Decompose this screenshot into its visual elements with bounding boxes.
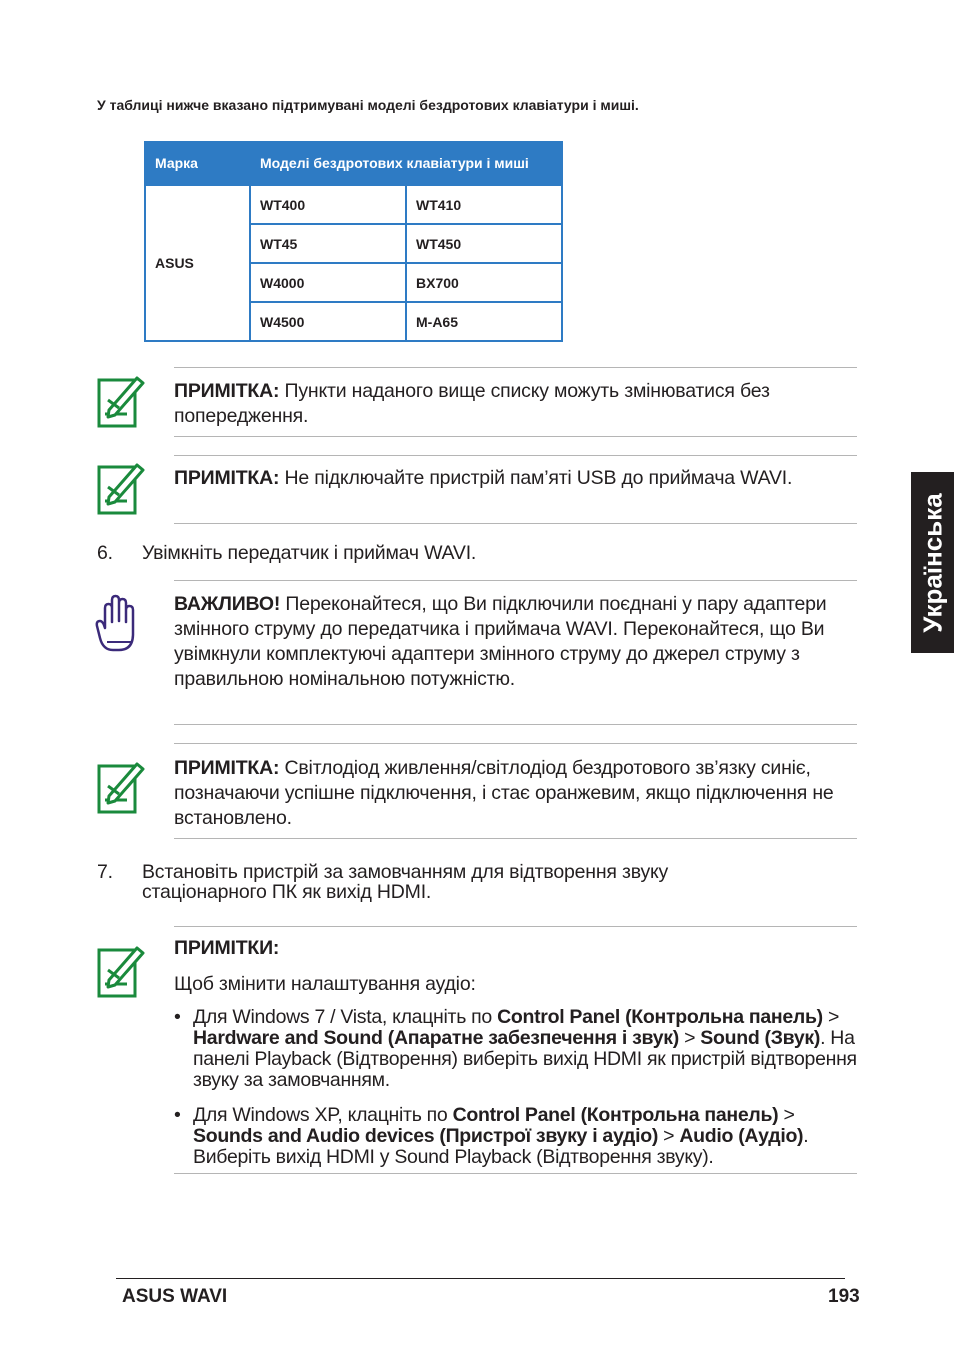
note-text: Не підключайте пристрій пам’яті USB до приймача WAVI. (279, 467, 793, 489)
note-label: ПРИМІТКА: (174, 467, 280, 489)
intro-text: У таблиці нижче вказано підтримувані моделі бездротових клавіатури і миші. (97, 97, 639, 113)
header-models: Моделі бездротових клавіатури і миші (250, 142, 562, 185)
divider (174, 743, 857, 744)
divider (174, 926, 857, 927)
important-text: Переконайтеся, що Ви підключили поєднані у пару адаптери змінного струму до передатчика і приймача WAVI. Переконайтеся, що Ви увімкнули комплектуючі адаптери змінного струму до джерел струму з правильною номінальною потужністю. (174, 593, 827, 690)
divider (174, 1173, 857, 1174)
model-cell: WT410 (406, 185, 562, 224)
bullet-dot-icon: • (174, 1006, 181, 1028)
language-side-tab (911, 472, 954, 653)
divider (174, 724, 857, 725)
note-label: ПРИМІТКА: (174, 380, 280, 402)
model-cell: M-A65 (406, 302, 562, 341)
model-cell: WT450 (406, 224, 562, 263)
page-number: 193 (828, 1286, 860, 1307)
table-header-row (145, 142, 562, 185)
model-cell: WT45 (250, 224, 406, 263)
note-pencil-icon (97, 461, 147, 517)
bullet-dot-icon: • (174, 1104, 181, 1126)
note-pencil-icon (97, 374, 147, 430)
header-brand: Марка (145, 142, 250, 185)
divider (174, 436, 857, 437)
model-cell: WT400 (250, 185, 406, 224)
note-list-changes (174, 379, 857, 429)
note-text: Пункти наданого вище списку можуть змінюватися без попередження. (174, 380, 770, 427)
list-item: • Для Windows XP, клацніть по Control Panel (Контрольна панель) > Sounds and Audio devices (Пристрої звуку і аудіо) > Audio (Аудіо). Виберіть вихід HDMI у Sound Playback (Відтворення звуку). (174, 1104, 809, 1168)
note-label: ПРИМІТКА: (174, 757, 280, 779)
notes-subtitle: Щоб змінити налаштування аудіо: (174, 973, 476, 995)
step-text: Встановіть пристрій за замовчанням для відтворення звуку стаціонарного ПК як вихід HDMI. (142, 861, 669, 903)
supported-models-table (144, 141, 563, 342)
step-7 (97, 862, 857, 910)
footer-divider (116, 1278, 845, 1279)
step-number: 6. (97, 542, 113, 564)
notes-bullets (174, 1007, 864, 1182)
table-row (145, 185, 562, 224)
note-pencil-icon (97, 760, 147, 816)
model-cell: W4000 (250, 263, 406, 302)
footer-product-name: ASUS WAVI (122, 1286, 228, 1307)
divider (174, 523, 857, 524)
brand-cell: ASUS (145, 185, 250, 341)
divider (174, 580, 857, 581)
step-6 (97, 541, 857, 567)
note-text: Світлодіод живлення/світлодіод бездротового зв’язку синіє, позначаючи успішне підключення, і стає оранжевим, якщо підключення не встановлено. (174, 757, 834, 829)
step-text: Увімкніть передатчик і приймач WAVI. (142, 542, 477, 564)
step-number: 7. (97, 861, 113, 883)
note-usb (174, 466, 857, 491)
model-cell: BX700 (406, 263, 562, 302)
hand-icon (95, 594, 145, 650)
note-pencil-icon (97, 944, 147, 1000)
important-label: ВАЖЛИВО! (174, 593, 281, 615)
notes-label: ПРИМІТКИ: (174, 937, 280, 959)
divider (174, 838, 857, 839)
language-tab-label: Українська (917, 492, 947, 633)
divider (174, 455, 857, 456)
note-led (174, 756, 857, 831)
list-item: • Для Windows 7 / Vista, клацніть по Control Panel (Контрольна панель) > Hardware and Sound (Апаратне забезпечення і звук) > Sound (Звук). На панелі Playback (Відтворення) виберіть вихід HDMI як пристрій відтворення звуку за замовчанням. (174, 1006, 857, 1091)
divider (174, 367, 857, 368)
important-block (174, 592, 857, 692)
model-cell: W4500 (250, 302, 406, 341)
